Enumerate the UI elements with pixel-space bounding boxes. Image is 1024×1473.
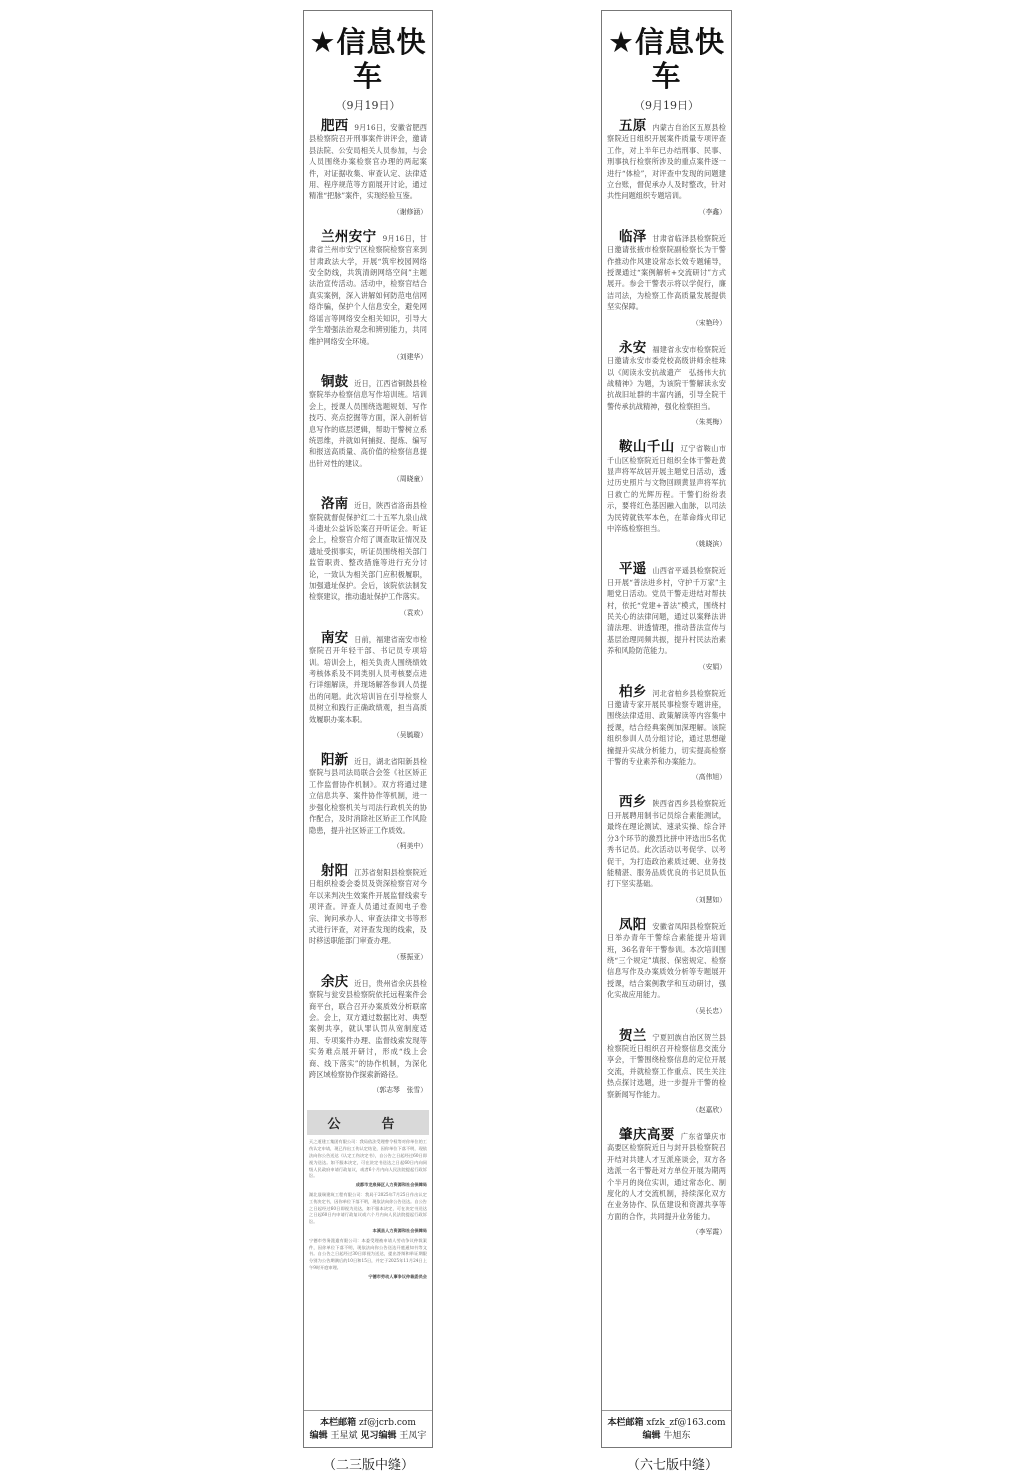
news-item	[602, 339, 731, 427]
place-name: 射阳	[321, 862, 349, 879]
place-name: 临泽	[619, 228, 647, 245]
news-author: （安娟）	[698, 662, 726, 671]
masthead: ★信息快车	[608, 25, 725, 93]
news-item	[304, 629, 432, 740]
notice-body	[304, 1135, 432, 1280]
news-author: （蔡振亚）	[393, 952, 427, 961]
editor-name: 牛旭东	[663, 1431, 691, 1441]
news-item	[602, 228, 731, 327]
mail-label: 本栏邮箱	[320, 1418, 357, 1428]
place-name: 肇庆高要	[619, 1127, 675, 1143]
notice-signature: 本溪县人力资源和社会保障局	[372, 1227, 427, 1233]
mail-address[interactable]: zf@jcrb.com	[359, 1418, 416, 1428]
mail-label: 本栏邮箱	[607, 1418, 644, 1428]
news-author: （宋艳玲）	[692, 318, 726, 327]
news-item	[602, 1027, 731, 1114]
news-item	[602, 794, 731, 904]
column-footer	[602, 1410, 731, 1443]
place-name: 兰州安宁	[321, 228, 377, 245]
page-caption-right: （六七版中缝）	[627, 1458, 719, 1473]
news-author: （刘慧如）	[692, 895, 726, 904]
issue-date: （9月19日）	[634, 99, 699, 112]
news-body: 近日，江西省铜鼓县检察院举办检察信息写作培训班。培训会上，授课人员围绕选题规划、写作技巧、亮点挖掘等方面，深入剖析信息写作的底层逻辑，帮助干警树立系统思维，并就如何捕捉、提炼、编写和报送高质量、高价值的检察信息提出针对性的建议。	[309, 378, 427, 468]
news-body: 安徽省凤阳县检察院近日举办青年干警综合素能提升培训班，36名青年干警参训。本次培训围绕“三个规定”填报、保密规定、检察信息写作及办案质效分析等专题展开授课，结合案例教学和互动研讨，强化实战应用能力。	[607, 921, 726, 1000]
news-item	[602, 683, 731, 782]
news-item	[304, 496, 432, 617]
place-name: 永安	[619, 339, 647, 356]
news-item	[304, 373, 432, 484]
notice-paragraph: 天之道建工集团有限公司：我局依法受理曾令权等对你单位的工伤认定申请，现已作出工伤认定结论，因你单位下落不明，现依法向你公告送达《认定工伤决定书》，自公告之日起经过60日即视为送达。如不服本决定，可在决定书送达之日起60日内向同级人民政府申请行政复议，或者6个月内向人民法院提起行政诉讼。	[309, 1139, 427, 1179]
trainee-editor-name: 王凤宇	[399, 1431, 427, 1441]
news-body: 近日，贵州省余庆县检察院与瓮安县检察院依托远程案件会商平台，联合召开办案质效分析联席会。会上，双方通过数据比对、典型案例共享，就认罪认罚从宽制度适用、专项案件办理、监督线索发现等实务难点展开研讨，形成“线上会商、线下落实”的协作机制，为深化跨区域检察协作探索新路径。	[309, 978, 427, 1079]
place-name: 贺兰	[619, 1027, 647, 1044]
news-author: （袁欢）	[399, 608, 427, 617]
news-author: （吴毓璇）	[393, 731, 427, 740]
place-name: 南安	[321, 629, 349, 646]
news-item	[602, 561, 731, 671]
news-author: （姚晓滨）	[692, 540, 726, 549]
notice-paragraph: 湖北晟瑞建筑工程有限公司：我局于2025年7月25日作出认定工伤决定书，因你单位下落不明，现依法向你公告送达。自公告之日起经过60日即视为送达，如不服本决定，可在决定书送达之日起60日内申请行政复议或六个月内向人民法院提起行政诉讼。	[309, 1191, 427, 1225]
news-item	[602, 439, 731, 549]
news-author: （高伟旭）	[692, 773, 726, 782]
news-item	[602, 1127, 731, 1237]
news-body: 宁夏回族自治区贺兰县检察院近日组织召开检察信息交流分享会，干警围绕检察信息的定位开展交流，并就检察工作重点、民生关注热点探讨选题，进一步提升干警的检察新闻写作能力。	[607, 1032, 726, 1099]
news-body: 河北省柏乡县检察院近日邀请专家开展民事检察专题讲座，围绕法律适用、政策解读等内容集中授课，结合经典案例加深理解。该院组织参训人员分组讨论，通过思想碰撞提升实战分析能力，切实提高检察干警的专业素养和办案能力。	[607, 688, 726, 767]
notice-paragraph: 宁德市劳务派遣有限公司：本委受理被申请人劳动争议仲裁案件，因你单位下落不明，现依法向你公告送达开庭通知书等文书。自公告之日起经过30日即视为送达，提出答辩和举证期限分别为公告期满后的10日和15日，并定于2025年11月24日上午9时开庭审理。	[309, 1237, 427, 1270]
place-name: 铜鼓	[321, 373, 349, 390]
news-body: 近日，陕西省洛南县检察院就督促保护红二十五军九泉山战斗遗址公益诉讼案召开听证会。听证会上，检察官介绍了调查取证情况及遗址受损事实，听证员围绕相关部门监管职责、整改措施等进行充分讨论，一致认为相关部门应积极履职，加强遗址保护。会后，该院依法制发检察建议，推动遗址保护工作落实。	[309, 501, 427, 602]
news-author: （谢修涵）	[393, 207, 427, 216]
masthead: ★信息快车	[309, 25, 427, 93]
column-strip-right	[601, 10, 732, 1448]
place-name: 五原	[619, 118, 647, 134]
news-body: 福建省永安市检察院近日邀请永安市委党校高级讲师余桂珠以《阅读永安抗战遗产 弘扬伟大抗战精神》为题，为该院干警解读永安抗战旧址群的丰富内涵，引导全院干警传承抗战精神，强化检察担当。	[607, 344, 726, 411]
news-author: （李鑫）	[698, 207, 726, 216]
news-item	[304, 228, 432, 361]
place-name: 肥西	[321, 118, 349, 134]
place-name: 柏乡	[619, 683, 647, 700]
news-body: 甘肃省临泽县检察院近日邀请张掖市检察院副检察长为干警作推动作风建设常态长效专题辅导，授课通过“案例解析+交流研讨”方式展开。参会干警表示将以学促行，廉洁司法，为检察工作高质量发展提供坚实保障。	[607, 233, 726, 312]
news-body: 广东省肇庆市高要区检察院近日与封开县检察院召开结对共建人才互派座谈会，双方各选派一名干警赴对方单位开展为期两个半月的岗位实训，通过常态化、制度化的人才交流机制，持续深化双方在业务协作、队伍建设和资源共享等方面的合作，共同提升业务能力。	[607, 1132, 726, 1221]
news-author: （周晓童）	[393, 475, 427, 484]
editor-label: 编辑	[309, 1431, 328, 1441]
news-author: （李军霞）	[692, 1228, 726, 1237]
news-author: （柯美中）	[393, 841, 427, 850]
mail-address[interactable]: xfzk_zf@163.com	[646, 1418, 726, 1428]
place-name: 西乡	[619, 794, 647, 811]
news-body: 陕西省西乡县检察院近日开展聘用制书记员综合素能测试，最终在理论测试、速录实操、综合评分3个环节的激烈比拼中评选出5名优秀书记员。此次活动以考促学、以考促干，为打造政治素质过硬、业务技能精湛、服务品质优良的书记员队伍打下坚实基础。	[607, 799, 726, 889]
place-name: 凤阳	[619, 916, 647, 933]
place-name: 平遥	[619, 561, 647, 578]
news-body: 9月16日，甘肃省兰州市安宁区检察院检察官来到甘肃政法大学，开展“筑牢校园网络安全防线，共筑清朗网络空间”主题法治宣传活动。活动中，检察官结合真实案例，深入讲解如何防范电信网络诈骗，保护个人信息安全，避免网络谣言等网络安全相关知识，引导大学生增强法治观念和辨别能力，共同维护网络安全环境。	[309, 233, 427, 346]
news-item	[602, 916, 731, 1015]
editor-name: 王星斌	[330, 1431, 358, 1441]
news-author: （朱英梅）	[692, 418, 726, 427]
news-author: （郭志琴 张雪）	[372, 1086, 427, 1095]
news-item	[304, 752, 432, 850]
news-item	[602, 118, 731, 216]
news-body: 近日，湖北省阳新县检察院与县司法局联合会签《社区矫正工作监督协作机制》。双方将通过建立信息共享、案件协作等机制，进一步强化检察机关与司法行政机关的协作配合，及时消除社区矫正工作风险隐患，提升社区矫正工作质效。	[309, 757, 427, 835]
notice-signature: 宁德市劳动人事争议仲裁委员会	[368, 1273, 427, 1279]
news-body: 日前，福建省南安市检察院召开年轻干部、书记员专项培训。培训会上，相关负责人围绕绩效考核体系及不同类别人员考核要点进行详细解读，并现场解答参训人员提出的问题。此次培训旨在引导检察人员树立和践行正确政绩观，担当高质效履职办案本职。	[309, 634, 427, 724]
news-body: 辽宁省鞍山市千山区检察院近日组织全体干警赴黄显声将军故居开展主题党日活动，透过历史照片与文物回顾黄显声将军抗日救亡的光辉历程。干警们纷纷表示，要将红色基因融入血脉，以司法为民铸就铁军本色，在革命烽火印记中淬炼检察担当。	[607, 444, 726, 533]
column-footer	[304, 1410, 432, 1443]
column-strip-left	[303, 10, 433, 1448]
news-item	[304, 118, 432, 216]
news-author: （赵嘉欣）	[692, 1106, 726, 1114]
place-name: 余庆	[321, 973, 349, 990]
notice-title: 公 告	[307, 1110, 429, 1135]
editor-label: 编辑	[642, 1431, 661, 1441]
news-body: 内蒙古自治区五原县检察院近日组织开展案件质量专项评查工作，对上半年已办结刑事、民事、刑事执行检察所涉及的重点案件逐一进行“体检”，对评查中发现的问题建立台账，督促承办人及时整改，针对共性问题组织专题培训。	[607, 123, 726, 201]
news-author: （吴长忠）	[692, 1006, 726, 1015]
page-caption-left: （二三版中缝）	[323, 1458, 415, 1473]
news-item	[304, 973, 432, 1095]
place-name: 洛南	[321, 496, 349, 513]
news-author: （刘建华）	[393, 352, 427, 361]
news-body: 江苏省射阳县检察院近日组织检委会委员及资深检察官对今年以来判决生效案件开展监督线索专项评查。评查人员通过查阅电子卷宗、询问承办人、审查法律文书等形式进行评查，对评查发现的线索，及时移送职能部门审查办理。	[309, 867, 427, 946]
notice-signature: 成都市龙泉驿区人力资源和社会保障局	[355, 1182, 427, 1188]
news-body: 9月16日，安徽省肥西县检察院召开刑事案件讲评会，邀请县法院、公安局相关人员参加，与会人员围绕办案检察官办理的两起案件，对证据收集、审查认定、法律适用、程序规范等方面展开讨论，通过精准“把脉”案件，实现经验互鉴。	[309, 123, 427, 201]
news-item	[304, 862, 432, 961]
issue-date: （9月19日）	[335, 99, 401, 112]
trainee-editor-label: 见习编辑	[360, 1431, 397, 1441]
news-body: 山西省平遥县检察院近日开展“普法进乡村，守护千万家”主题党日活动。党员干警走进结对帮扶村，依托“党建+普法”模式，围绕村民关心的法律问题，通过以案释法讲清法理、讲透情理，推动普法宣传与基层治理同频共振，提升村民法治素养和风险防范能力。	[607, 566, 726, 656]
place-name: 鞍山千山	[619, 439, 675, 456]
place-name: 阳新	[321, 752, 349, 769]
